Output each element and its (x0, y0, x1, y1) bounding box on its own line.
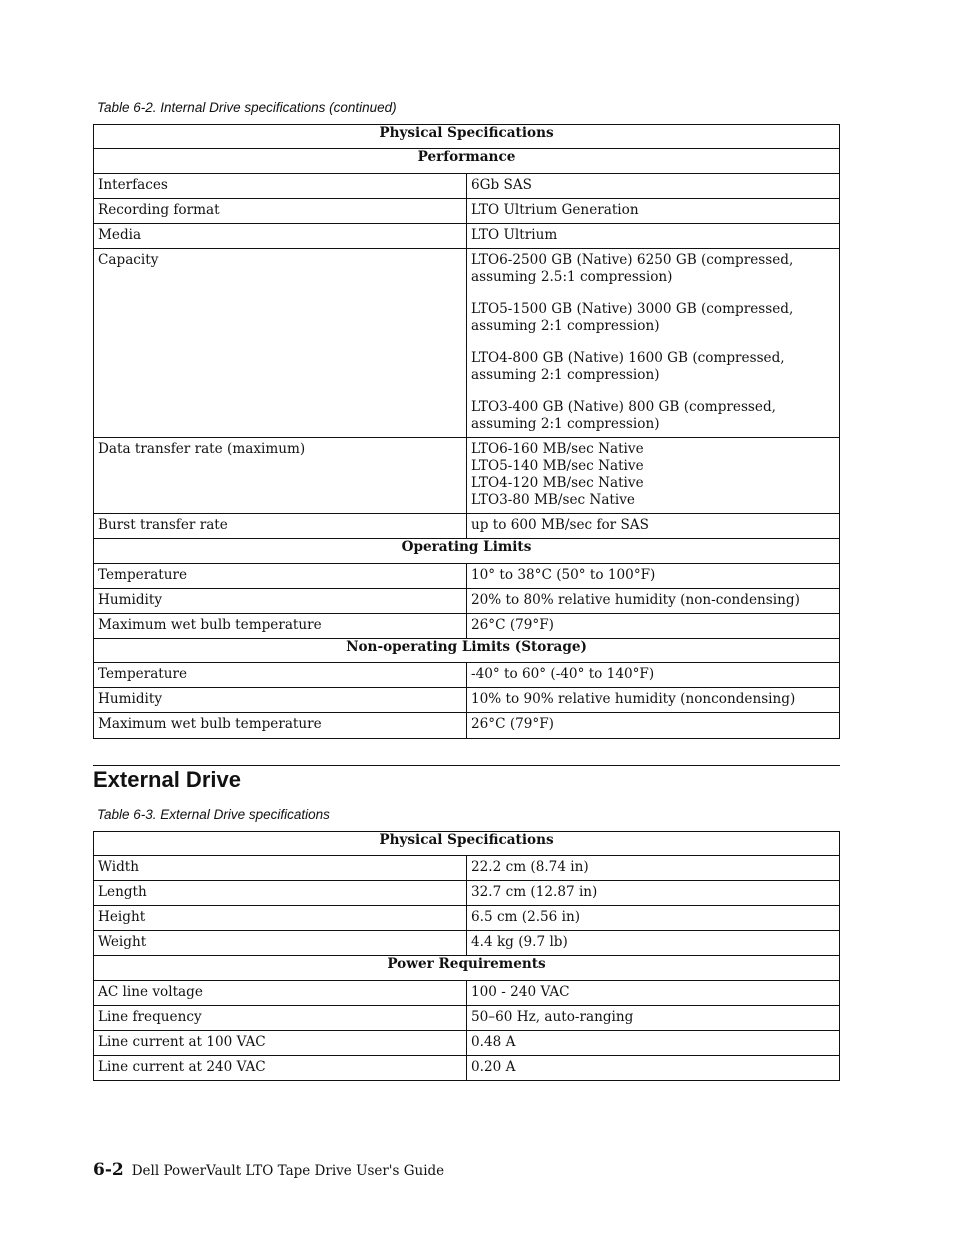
row-label: Burst transfer rate (94, 514, 467, 539)
row-value (467, 249, 840, 438)
row-value: up to 600 MB/sec for SAS (467, 514, 840, 539)
row-label: Data transfer rate (maximum) (94, 438, 467, 514)
table-row (94, 438, 840, 514)
row-label: Media (94, 224, 467, 249)
table-row (94, 981, 840, 1006)
page-number: 6-2 (93, 1160, 124, 1180)
table-row (94, 174, 840, 199)
row-label: Weight (94, 931, 467, 956)
capacity-lto3: LTO3-400 GB (Native) 800 GB (compressed, assuming 2:1 compression) (471, 399, 776, 432)
internal-drive-spec-table (93, 124, 840, 739)
section-header-row (94, 956, 840, 981)
table-row (94, 589, 840, 614)
capacity-lto5: LTO5-1500 GB (Native) 3000 GB (compressed, assuming 2:1 compression) (471, 301, 794, 334)
row-label: Line frequency (94, 1006, 467, 1031)
table-row (94, 688, 840, 713)
row-label: Temperature (94, 564, 467, 589)
table-row (94, 906, 840, 931)
row-label: Humidity (94, 688, 467, 713)
table-row (94, 249, 840, 438)
row-value: 6.5 cm (2.56 in) (467, 906, 840, 931)
section-header-performance: Performance (94, 149, 840, 174)
row-label: Maximum wet bulb temperature (94, 614, 467, 639)
row-value: LTO Ultrium (467, 224, 840, 249)
row-label: Recording format (94, 199, 467, 224)
table-row (94, 1006, 840, 1031)
row-label: Temperature (94, 663, 467, 688)
table-row (94, 856, 840, 881)
row-label: Height (94, 906, 467, 931)
row-value: LTO Ultrium Generation (467, 199, 840, 224)
table-6-2-caption: Table 6-2. Internal Drive specifications (continued) (97, 100, 397, 115)
row-label: Humidity (94, 589, 467, 614)
row-label: Length (94, 881, 467, 906)
table-row (94, 1031, 840, 1056)
page-footer (93, 1160, 444, 1180)
transfer-rate-lto3: LTO3-80 MB/sec Native (471, 492, 635, 508)
transfer-rate-lto5: LTO5-140 MB/sec Native (471, 458, 644, 474)
row-label: Interfaces (94, 174, 467, 199)
table-row (94, 614, 840, 639)
section-header-operating-limits: Operating Limits (94, 539, 840, 564)
section-header-row (94, 149, 840, 174)
table-row (94, 224, 840, 249)
table-header: Physical Specifications (94, 832, 840, 856)
capacity-lto6: LTO6-2500 GB (Native) 6250 GB (compressed, assuming 2.5:1 compression) (471, 252, 794, 285)
external-drive-spec-table (93, 831, 840, 1081)
section-header-non-operating-limits: Non-operating Limits (Storage) (94, 639, 840, 663)
table-header-row (94, 125, 840, 149)
table-row (94, 564, 840, 589)
table-row (94, 199, 840, 224)
table-header-row (94, 832, 840, 856)
row-value: 20% to 80% relative humidity (non-condensing) (467, 589, 840, 614)
row-value: 32.7 cm (12.87 in) (467, 881, 840, 906)
row-label: Line current at 240 VAC (94, 1056, 467, 1081)
row-value: 10% to 90% relative humidity (noncondensing) (467, 688, 840, 713)
section-title-external-drive: External Drive (93, 767, 241, 792)
transfer-rate-lto6: LTO6-160 MB/sec Native (471, 441, 644, 457)
row-value (467, 438, 840, 514)
row-label: AC line voltage (94, 981, 467, 1006)
row-value: 0.20 A (467, 1056, 840, 1081)
row-label: Maximum wet bulb temperature (94, 713, 467, 739)
table-row (94, 881, 840, 906)
section-header-power-requirements: Power Requirements (94, 956, 840, 981)
capacity-lto4: LTO4-800 GB (Native) 1600 GB (compressed, assuming 2:1 compression) (471, 350, 785, 383)
table-6-3-caption: Table 6-3. External Drive specifications (97, 807, 330, 822)
row-value: -40° to 60° (-40° to 140°F) (467, 663, 840, 688)
table-row (94, 1056, 840, 1081)
row-label: Width (94, 856, 467, 881)
row-value: 0.48 A (467, 1031, 840, 1056)
row-value: 10° to 38°C (50° to 100°F) (467, 564, 840, 589)
transfer-rate-lto4: LTO4-120 MB/sec Native (471, 475, 644, 491)
row-value: 4.4 kg (9.7 lb) (467, 931, 840, 956)
row-value: 26°C (79°F) (467, 713, 840, 739)
section-divider (93, 765, 840, 766)
row-value: 26°C (79°F) (467, 614, 840, 639)
row-value: 6Gb SAS (467, 174, 840, 199)
table-row (94, 514, 840, 539)
row-value: 100 - 240 VAC (467, 981, 840, 1006)
table-row (94, 713, 840, 739)
row-value: 50–60 Hz, auto-ranging (467, 1006, 840, 1031)
row-value: 22.2 cm (8.74 in) (467, 856, 840, 881)
document-title: Dell PowerVault LTO Tape Drive User's Guide (131, 1163, 445, 1179)
table-row (94, 931, 840, 956)
row-label: Capacity (94, 249, 467, 438)
section-header-row (94, 539, 840, 564)
row-label: Line current at 100 VAC (94, 1031, 467, 1056)
table-header: Physical Specifications (94, 125, 840, 149)
section-header-row (94, 639, 840, 663)
table-row (94, 663, 840, 688)
